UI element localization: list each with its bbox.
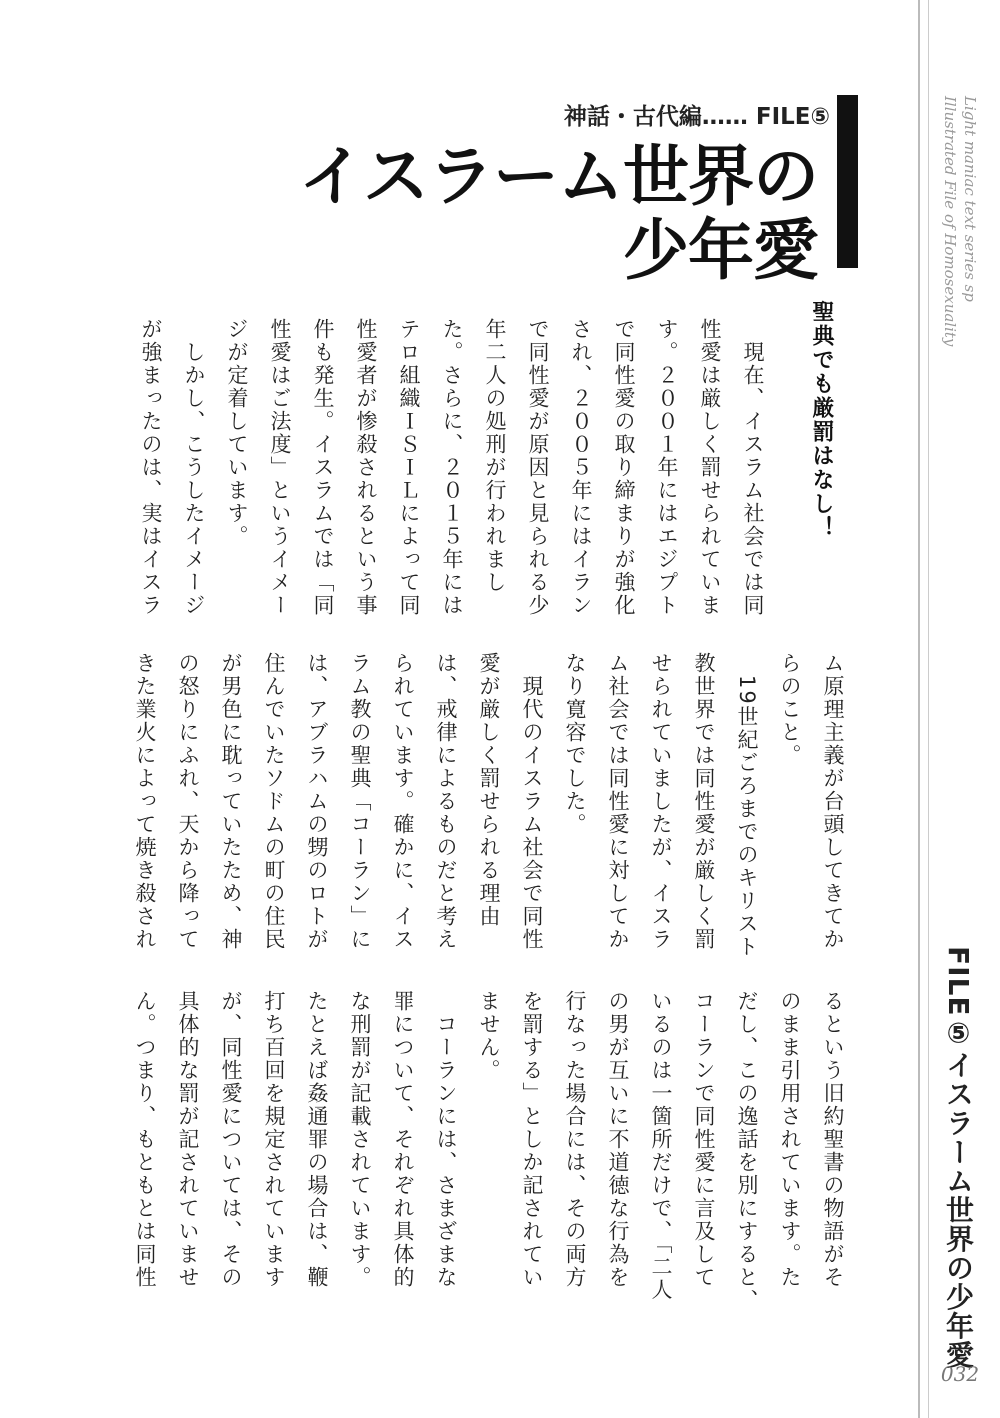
- text-column: ム原理主義が台頭してきてか: [821, 652, 845, 951]
- text-column: ム社会では同性愛に対してか: [606, 652, 630, 951]
- text-column: 年二人の処刑が行われまし: [483, 318, 507, 594]
- text-column: た。さらに、２０１５年には: [440, 318, 464, 617]
- text-column: だし、この逸話を別にすると、: [735, 990, 759, 1312]
- text-column: のまま引用されています。た: [778, 990, 802, 1289]
- series-line-1: Light maniac text series sp: [961, 96, 979, 302]
- page-number: 032: [940, 1362, 980, 1386]
- text-column: いるのは一箇所だけで、「二人: [649, 990, 673, 1302]
- text-column: ラム教の聖典「コーラン」に: [348, 652, 372, 951]
- text-column: 性愛者が惨殺されるという事: [354, 318, 378, 617]
- text-column: 行なった場合には、その両方: [563, 990, 587, 1289]
- text-column: コーランには、さまざまな: [434, 990, 458, 1289]
- text-column: は、アブラハムの甥のロトが: [305, 652, 329, 951]
- text-column: が強まったのは、実はイスラ: [139, 318, 163, 617]
- text-column: ん。つまり、もともとは同性: [133, 990, 157, 1289]
- running-title: FILE⑤イスラーム世界の少年愛: [942, 946, 975, 1370]
- sidebar-rule-inner: [928, 0, 929, 1418]
- text-column: す。２００１年にはエジプト: [655, 318, 679, 617]
- title-line-1: イスラーム世界の: [298, 138, 818, 215]
- text-column: られています。確かに、イス: [391, 652, 415, 951]
- text-column: 愛が厳しく罰せられる理由: [477, 652, 501, 928]
- text-column: で同性愛が原因と見られる少: [526, 318, 550, 617]
- text-column: たとえば姦通罪の場合は、鞭: [305, 990, 329, 1289]
- text-column: コーランで同性愛に言及して: [692, 990, 716, 1289]
- sidebar-rule: [918, 0, 920, 1418]
- text-column: しかし、こうしたイメージ: [182, 318, 206, 617]
- text-column: 住んでいたソドムの町の住民: [262, 652, 286, 951]
- series-caption: [940, 96, 980, 346]
- title-accent-bar: [837, 95, 858, 268]
- text-column: な刑罰が記載されています。: [348, 990, 372, 1289]
- text-column: 性愛はご法度」というイメー: [268, 318, 292, 617]
- body-text-lower: [94, 990, 854, 1320]
- text-column: の男が互いに不道徳な行為を: [606, 990, 630, 1289]
- text-column: 件も発生。イスラムでは「同: [311, 318, 335, 617]
- title-line-2: 少年愛: [623, 212, 818, 289]
- text-column: テロ組織ＩＳＩＬによって同: [397, 318, 421, 617]
- text-column: が、同性愛については、その: [219, 990, 243, 1289]
- text-column: せられていましたが、イスラ: [649, 652, 673, 951]
- text-column: らのこと。: [778, 652, 802, 767]
- text-column: され、２００５年にはイラン: [569, 318, 593, 617]
- text-column: 現代のイスラム社会で同性: [520, 652, 544, 951]
- text-column: ません。: [477, 990, 501, 1082]
- section-kicker: 神話・古代編…… FILE⑤: [563, 104, 830, 130]
- text-column: 19世紀ごろまでのキリスト: [735, 652, 759, 959]
- section-subhead: 聖典でも厳罰はなし！: [809, 300, 834, 540]
- text-column: 現在、イスラム社会では同: [741, 318, 765, 617]
- text-column: 打ち百回を規定されています: [262, 990, 286, 1289]
- text-column: るという旧約聖書の物語がそ: [821, 990, 845, 1289]
- text-column: 具体的な罰が記されていませ: [176, 990, 200, 1289]
- series-line-2: Illustrated File of Homosexuality: [941, 96, 959, 347]
- text-column: ジが定着しています。: [225, 318, 249, 548]
- text-column: が男色に耽っていたため、神: [219, 652, 243, 951]
- text-column: 教世界では同性愛が厳しく罰: [692, 652, 716, 951]
- text-column: を罰する」としか記されてい: [520, 990, 544, 1289]
- page-title: [200, 140, 818, 288]
- text-column: 罪について、それぞれ具体的: [391, 990, 415, 1289]
- text-column: きた業火によって焼き殺され: [133, 652, 157, 951]
- text-column: 性愛は厳しく罰せられていま: [698, 318, 722, 617]
- text-column: なり寛容でした。: [563, 652, 587, 836]
- text-column: で同性愛の取り締まりが強化: [612, 318, 636, 617]
- body-text-middle: [94, 652, 854, 982]
- text-column: は、戒律によるものだと考え: [434, 652, 458, 951]
- body-text-upper: [94, 318, 774, 648]
- text-column: の怒りにふれ、天から降って: [176, 652, 200, 951]
